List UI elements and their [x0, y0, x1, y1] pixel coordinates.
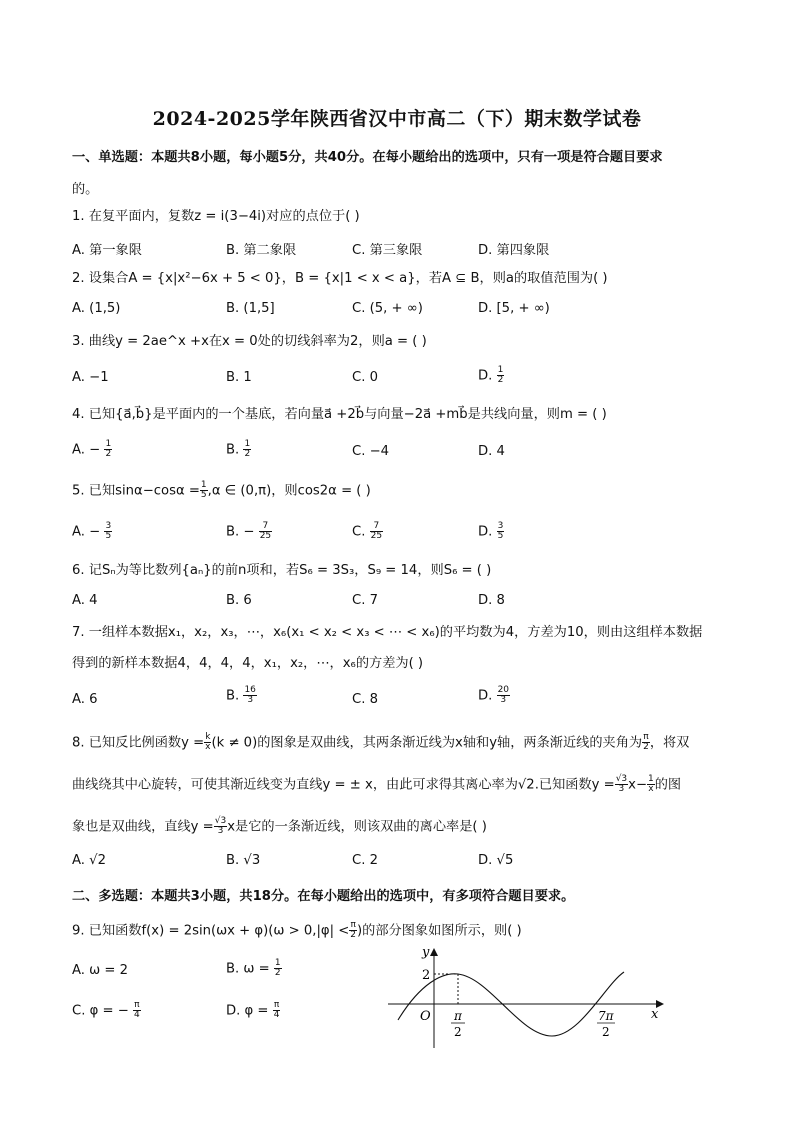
tick-pi-over-2-den: 2 [454, 1025, 462, 1039]
question-9-stem: 9. 已知函数f(x) = 2sin(ωx + φ)(ω > 0,|φ| < $\frac{\pi}{2}$ )的部分图象如图所示，则( ) [72, 920, 522, 940]
q7-option-b[interactable]: B. $\frac{16}{3}$ [226, 685, 256, 705]
q5-option-c[interactable]: C. $\frac{7}{25}$ [352, 521, 383, 541]
q9-option-d[interactable]: D. φ = $\frac{\pi}{4}$ [226, 1000, 280, 1020]
q4-option-d[interactable]: D. 4 [478, 444, 505, 459]
question-1-stem: 1. 在复平面内，复数z = i(3−4i)对应的点位于( ) [72, 209, 360, 224]
q4-option-b[interactable]: B. $\frac{1}{2}$ [226, 439, 251, 459]
q2-option-a[interactable]: A. (1,5) [72, 301, 121, 316]
tick-7pi-over-2-num: 7π [598, 1009, 614, 1023]
q9-option-b[interactable]: B. ω = $\frac{1}{2}$ [226, 958, 281, 978]
q8-option-a[interactable]: A. √2 [72, 853, 106, 868]
question-4-stem: 4. 已知{a⃗,b⃗}是平面内的一个基底，若向量a⃗ +2b⃗与向量−2a⃗ +mb⃗是共线向量，则m = ( ) [72, 407, 607, 422]
q3-option-d[interactable]: D. $\frac{1}{2}$ [478, 365, 504, 385]
question-2-stem: 2. 设集合A = {x|x²−6x + 5 < 0}，B = {x|1 < x < a}，若A ⊆ B，则a的取值范围为( ) [72, 271, 608, 286]
page-title: 2024-2025学年陕西省汉中市高二（下）期末数学试卷 [152, 108, 642, 130]
q9-option-a[interactable]: A. ω = 2 [72, 963, 129, 978]
q1-option-c[interactable]: C. 第三象限 [352, 243, 423, 258]
q1-option-a[interactable]: A. 第一象限 [72, 243, 142, 258]
q2-option-d[interactable]: D. [5, + ∞) [478, 301, 550, 316]
question-8-line1: 8. 已知反比例函数y = $\frac{k}{x}$ (k ≠ 0)的图象是双曲线，其两条渐近线为x轴和y轴，两条渐近线的夹角为 $\frac{\pi}{2}$ ，将双 [72, 732, 690, 752]
question-7-stem: 7. 一组样本数据x₁，x₂，x₃，⋯，x₆(x₁ < x₂ < x₃ < ⋯ < x₆)的平均数为4，方差为10，则由这组样本数据 [72, 625, 703, 640]
q7-option-c[interactable]: C. 8 [352, 692, 378, 707]
q4-option-c[interactable]: C. −4 [352, 444, 390, 459]
q3-option-a[interactable]: A. −1 [72, 370, 109, 385]
question-8-line2: 曲线绕其中心旋转，可使其渐近线变为直线y = ± x，由此可求得其离心率为√2.已知函数y = $\frac{√3}{3}$ x− $\frac{1}{x}$ 的图 [72, 774, 682, 794]
max-value-label: 2 [422, 968, 431, 983]
section2-header: 二、多选题：本题共3小题，共18分。在每小题给出的选项中，有多项符合题目要求。 [72, 889, 575, 904]
q7-option-a[interactable]: A. 6 [72, 692, 98, 707]
q5-option-d[interactable]: D. $\frac{3}{5}$ [478, 521, 504, 541]
sine-graph [380, 944, 680, 1054]
q6-option-b[interactable]: B. 6 [226, 593, 252, 608]
tick-7pi-over-2-den: 2 [602, 1025, 610, 1039]
q3-option-b[interactable]: B. 1 [226, 370, 252, 385]
q1-option-d[interactable]: D. 第四象限 [478, 243, 550, 258]
q2-option-c[interactable]: C. (5, + ∞) [352, 301, 423, 316]
q6-option-c[interactable]: C. 7 [352, 593, 378, 608]
q2-option-b[interactable]: B. (1,5] [226, 301, 275, 316]
origin-label: O [420, 1009, 431, 1024]
q3-option-c[interactable]: C. 0 [352, 370, 378, 385]
q9-option-c[interactable]: C. φ = − $\frac{\pi}{4}$ [72, 1000, 140, 1020]
tick-pi-over-2-num: π [454, 1009, 462, 1023]
q6-option-a[interactable]: A. 4 [72, 593, 98, 608]
q1-option-b[interactable]: B. 第二象限 [226, 243, 297, 258]
question-8-line3: 象也是双曲线，直线y = $\frac{√3}{3}$ x是它的一条渐近线，则该双曲的离心率是( ) [72, 816, 487, 836]
q5-option-b[interactable]: B. − $\frac{7}{25}$ [226, 521, 272, 541]
q7-option-d[interactable]: D. $\frac{20}{3}$ [478, 685, 510, 705]
section1-header-tail: 的。 [72, 182, 99, 197]
q8-option-d[interactable]: D. √5 [478, 853, 514, 868]
question-7-stem-cont: 得到的新样本数据4，4，4，4，x₁，x₂，⋯，x₆的方差为( ) [72, 656, 424, 671]
q8-option-b[interactable]: B. √3 [226, 853, 261, 868]
section1-header: 一、单选题：本题共8小题，每小题5分，共40分。在每小题给出的选项中，只有一项是符合题目要求 [72, 150, 663, 165]
q6-option-d[interactable]: D. 8 [478, 593, 505, 608]
question-6-stem: 6. 记Sₙ为等比数列{aₙ}的前n项和，若S₆ = 3S₃，S₉ = 14，则S₆ = ( ) [72, 563, 492, 578]
question-5-stem: 5. 已知sinα−cosα = $\frac{1}{5}$ ,α ∈ (0,π)，则cos2α = ( ) [72, 480, 371, 500]
y-axis-label: y [422, 945, 430, 960]
q5-option-a[interactable]: A. − $\frac{3}{5}$ [72, 521, 112, 541]
question-3-stem: 3. 曲线y = 2ae^x +x在x = 0处的切线斜率为2，则a = ( ) [72, 334, 427, 349]
q4-option-a[interactable]: A. − $\frac{1}{2}$ [72, 439, 112, 459]
x-axis-label: x [651, 1007, 659, 1022]
y-axis-arrow [430, 948, 438, 956]
q8-option-c[interactable]: C. 2 [352, 853, 378, 868]
